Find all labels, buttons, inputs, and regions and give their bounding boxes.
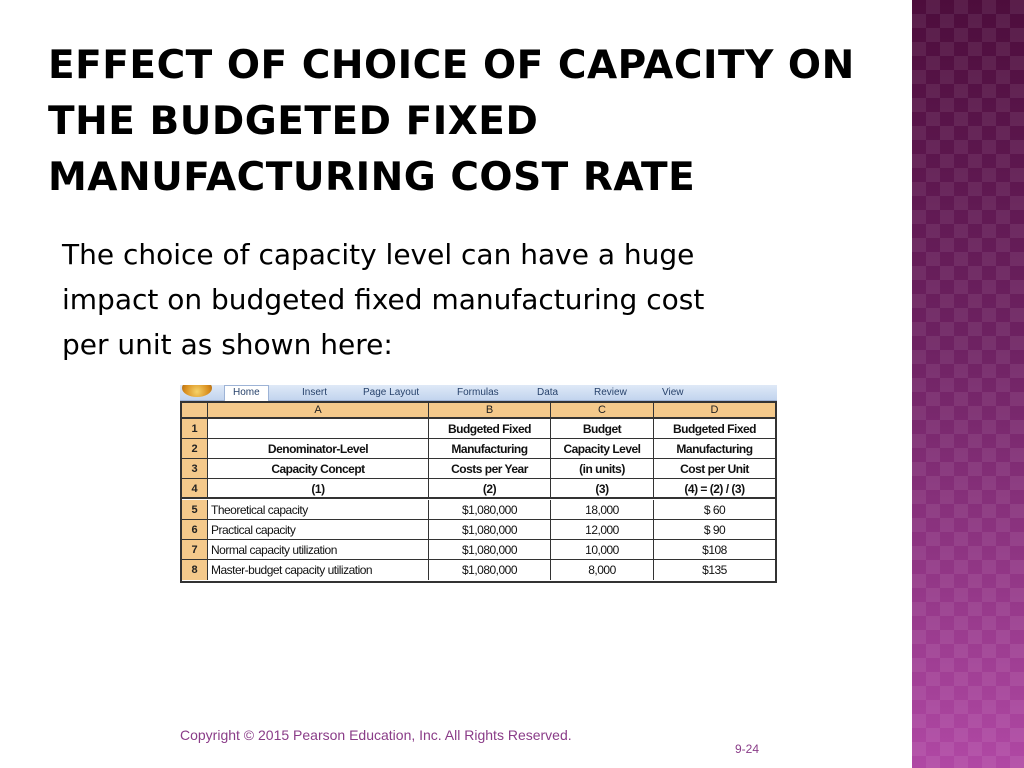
ribbon-tab-page-layout: Page Layout xyxy=(363,387,420,398)
ribbon-tab-data: Data xyxy=(537,387,559,398)
table-cell: 12,000 xyxy=(551,520,654,540)
table-cell: (in units) xyxy=(551,459,654,479)
row-header-4: 4 xyxy=(182,479,208,499)
decorative-side-bar xyxy=(912,0,1024,768)
column-header-d: D xyxy=(654,403,775,419)
table-cell: 10,000 xyxy=(551,540,654,560)
body-line-1: The choice of capacity level can have a huge xyxy=(62,238,695,271)
row-header-5: 5 xyxy=(182,500,208,520)
row-header-3: 3 xyxy=(182,459,208,479)
column-header-b: B xyxy=(429,403,551,419)
table-cell: Capacity Concept xyxy=(208,459,429,479)
table-cell: Capacity Level xyxy=(551,439,654,459)
table-cell xyxy=(208,419,429,439)
slide-body-text xyxy=(62,232,882,367)
table-cell: Budget xyxy=(551,419,654,439)
table-cell: $135 xyxy=(702,563,727,577)
table-cell: (1) xyxy=(208,479,429,499)
table-cell: $1,080,000 xyxy=(429,560,551,580)
copyright-notice: Copyright © 2015 Pearson Education, Inc. All Rights Reserved. xyxy=(180,727,572,743)
ribbon-tab-home: Home xyxy=(224,385,269,401)
ribbon-tab-review: Review xyxy=(594,387,627,398)
ribbon-bar xyxy=(180,385,777,401)
table-cell: Budgeted Fixed xyxy=(654,419,775,439)
table-cell: $1,080,000 xyxy=(429,540,551,560)
title-line-1: EFFECT OF CHOICE OF CAPACITY ON xyxy=(48,43,855,88)
ribbon-tab-insert: Insert xyxy=(302,387,328,398)
table-cell: Manufacturing xyxy=(429,439,551,459)
table-cell: Manufacturing xyxy=(654,439,775,459)
table-cell: $108 xyxy=(654,540,775,560)
table-cell: Denominator-Level xyxy=(208,439,429,459)
row-header-8: 8 xyxy=(182,560,208,580)
table-cell: (3) xyxy=(551,479,654,499)
table-cell: (2) xyxy=(429,479,551,499)
body-line-2: impact on budgeted fixed manufacturing cost xyxy=(62,283,705,316)
slide-title xyxy=(48,38,898,206)
office-button-icon xyxy=(182,385,212,397)
page-number: 9-24 xyxy=(735,742,760,756)
table-cell: Cost per Unit xyxy=(654,459,775,479)
table-cell: Budgeted Fixed xyxy=(429,419,551,439)
column-header-c: C xyxy=(551,403,654,419)
column-header-a: A xyxy=(208,403,429,419)
table-cell: $ 60 xyxy=(654,500,775,520)
spreadsheet-grid xyxy=(180,401,777,583)
row-header-7: 7 xyxy=(182,540,208,560)
table-cell: (4) = (2) / (3) xyxy=(654,479,775,499)
ribbon-tab-view: View xyxy=(662,387,684,398)
table-cell: $1,080,000 xyxy=(429,500,551,520)
table-cell: 8,000 xyxy=(551,560,654,580)
row-header-1: 1 xyxy=(182,419,208,439)
table-cell: Practical capacity xyxy=(208,520,429,540)
table-cell: $ 90 xyxy=(654,520,775,540)
body-line-3: per unit as shown here: xyxy=(62,328,393,361)
table-cell: 18,000 xyxy=(551,500,654,520)
spreadsheet-image xyxy=(180,385,777,583)
table-cell: Theoretical capacity xyxy=(208,500,429,520)
ribbon-tab-formulas: Formulas xyxy=(457,387,499,398)
table-cell: $1,080,000 xyxy=(429,520,551,540)
table-cell: Master-budget capacity utilization xyxy=(208,560,429,580)
title-line-2: THE BUDGETED FIXED xyxy=(48,99,539,144)
row-header-2: 2 xyxy=(182,439,208,459)
table-cell: Normal capacity utilization xyxy=(208,540,429,560)
corner-cell xyxy=(182,403,208,419)
table-cell: Costs per Year xyxy=(429,459,551,479)
title-line-3: MANUFACTURING COST RATE xyxy=(48,155,696,200)
row-header-6: 6 xyxy=(182,520,208,540)
